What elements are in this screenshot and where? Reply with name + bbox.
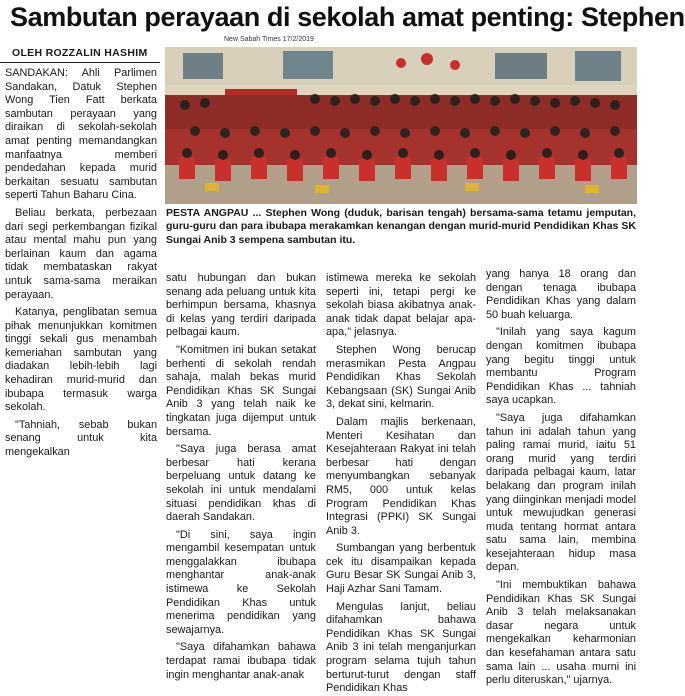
- paragraph: "Saya difahamkan bahawa terdapat ramai ibubapa tidak ingin menghantar anak-anak: [166, 641, 316, 681]
- paragraph: "Tahniah, sebab bukan senang untuk kita mengekalkan: [5, 418, 157, 459]
- paragraph: "Di sini, saya ingin mengambil kesempatan untuk menggalakkan ibubapa menghantar anak-anak istimewa ke Sekolah Pendidikan Khas untuk menerima pendidikan yang sewajarnya.: [166, 528, 316, 636]
- photo-caption: [166, 207, 636, 247]
- paragraph: "Komitmen ini bukan setakat berhenti di sekolah rendah sahaja, malah bekas murid Pendidikan Khas SK Sungai Anib 3 yang telah naik ke tingkatan juga dijemput untuk bersama.: [166, 343, 316, 438]
- source-line: New Sabah Times 17/2/2019: [224, 36, 314, 43]
- paragraph: istimewa mereka ke sekolah seperti ini, tetapi pergi ke sekolah biasa akibatnya anak-anak tidak dapat belajar apa-apa," jelasnya.: [326, 272, 476, 339]
- paragraph: SANDAKAN: Ahli Parlimen Sandakan, Datuk Stephen Wong Tien Fatt berkata sambutan perayaan yang diraikan di sekolah-sekolah amat penting memandangkan manfaatnya memberi pendedahan kepada murid berkaitan sesuatu sambutan seperti Tahun Baharu Cina.: [5, 67, 157, 202]
- paragraph: Beliau berkata, perbezaan dari segi perkembangan fizikal atau mental mahu pun yang berlainan kaum dan agama tidak membataskan rakyat untuk sama-sama meraikan perayaan.: [5, 206, 157, 301]
- paragraph: Sumbangan yang berbentuk cek itu disampaikan kepada Guru Besar SK Sungai Anib 3, Haji Azhar Sani Tamam.: [326, 542, 476, 596]
- article-column-2: [166, 272, 316, 681]
- group-photo-illustration: [165, 47, 637, 204]
- paragraph: satu hubungan dan bukan senang ada peluang untuk kita berhimpun bersama, khasnya di kelas yang terdiri daripada pelbagai kaum.: [166, 272, 316, 339]
- byline-rule: [0, 62, 160, 63]
- byline: OLEH ROZZALIN HASHIM: [12, 47, 148, 59]
- paragraph: Stephen Wong berucap merasmikan Pesta Angpau Pendidikan Khas Sekolah Kebangsaan (SK) Sungai Anib 3, dekat sini, kelmarin.: [326, 343, 476, 411]
- caption-lead: PESTA ANGPAU ...: [166, 207, 262, 219]
- paragraph: "Saya juga difahamkan tahun ini adalah tahun yang paling ramai murid, iaitu 51 orang murid yang terdiri daripada pelbagai kaum, latar belakang dan program inilah yang diinginkan menjadi model untuk mewujudkan generasi muda tentang hormat antara satu sama lain, membina kesejahteraan hidup masa depan.: [486, 411, 636, 574]
- paragraph: "Inilah yang saya kagum dengan komitmen ibubapa yang begitu tinggi untuk membantu Program Pendidikan Khas ... tahniah saya ucapkan.: [486, 326, 636, 407]
- article-column-4: [486, 268, 636, 687]
- paragraph: Dalam majlis berkenaan, Menteri Kesihatan dan Kesejahteraan Rakyat ini telah berbesar hati dengan menyumbangkan sebanyak RM5, 000 untuk kelas Program Pendidikan Khas Integrasi (PPKI) SK Sungai Anib 3.: [326, 415, 476, 537]
- paragraph: "Ini membuktikan bahawa Pendidikan Khas SK Sungai Anib 3 telah melaksanakan dasar negara untuk mengekalkan keharmonian dan kesefahaman antara satu sama lain ... usaha murni ini perlu diteruskan," ujarnya.: [486, 579, 636, 687]
- paragraph: Mengulas lanjut, beliau difahamkan bahawa Pendidikan Khas SK Sungai Anib 3 ini telah menganjurkan program selama tujuh tahun berturut-turut dengan staff Pendidikan Khas: [326, 600, 476, 695]
- paragraph: Katanya, penglibatan semua pihak menunjukkan komitmen tinggi sekali gus menambah kemeriahan sambutan yang diadakan lebih-lebih lagi kehadiran murid-murid dan ibubapa termasuk warga sekolah.: [5, 306, 157, 414]
- article-photo: [165, 47, 637, 204]
- article-column-1: [5, 67, 157, 459]
- paragraph: "Saya juga berasa amat berbesar hati kerana berpeluang untuk datang ke sekolah ini untuk mendalami situasi pendidikan khas di daerah Sandakan.: [166, 443, 316, 524]
- article-column-3: [326, 272, 476, 695]
- paragraph: yang hanya 18 orang dan dengan tenaga ibubapa Pendidikan Khas yang dalam 50 buah keluarga.: [486, 268, 636, 321]
- caption-body: Stephen Wong (duduk, barisan tengah) bersama-sama tetamu jemputan, guru-guru dan para ibubapa merakamkan kenangan dengan murid-murid Pendidikan Khas SK Sungai Anib 3 sempena sambutan itu.: [166, 207, 636, 246]
- headline: Sambutan perayaan di sekolah amat penting: Stephen: [10, 2, 685, 32]
